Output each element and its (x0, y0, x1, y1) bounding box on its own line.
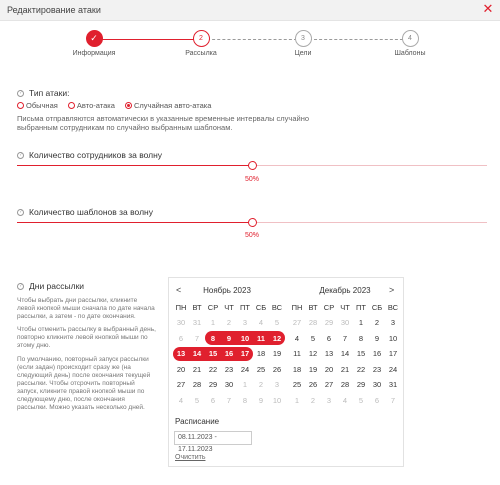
chevron-right-icon[interactable]: > (389, 285, 395, 295)
attack-type-description: Письма отправляются автоматически в указанные временные интервалы случайно выбранным сотрудникам по случайно выбранным шаблонам. (17, 114, 310, 132)
calendar-day[interactable]: 1 (294, 395, 300, 405)
weekday-header: ВС (271, 303, 283, 312)
step-label: Информация (72, 50, 116, 57)
weekday-header: СБ (255, 303, 267, 312)
calendar-day[interactable]: 23 (224, 364, 234, 374)
radio-checked-icon (125, 102, 132, 109)
attack-type-heading (17, 88, 69, 98)
days-help-text: Чтобы отменить рассылку в выбранный день, повторно кликните левой кнопкой мыши по этому дню. (17, 326, 156, 349)
calendar-day[interactable]: 22 (356, 364, 366, 374)
calendar-day[interactable]: 2 (374, 318, 380, 327)
calendar-day[interactable]: 28 (308, 318, 318, 327)
weekday-header: СБ (371, 303, 383, 312)
calendar-day[interactable]: 1 (358, 318, 364, 327)
weekday-header: ВТ (192, 303, 202, 312)
calendar-day[interactable]: 28 (192, 380, 202, 389)
slider-thumb[interactable] (248, 161, 257, 170)
calendar-day[interactable]: 14 (340, 349, 350, 358)
weekday-header: СР (323, 303, 335, 312)
calendar-day[interactable]: 5 (358, 395, 364, 405)
calendar-day-selected[interactable]: 17 (240, 349, 250, 358)
calendar-day[interactable]: 7 (342, 333, 348, 343)
weekday-header: ПТ (356, 303, 366, 312)
calendar-day-selected[interactable]: 16 (224, 349, 234, 358)
chevron-left-icon[interactable]: < (176, 285, 182, 295)
attack-type-options (17, 101, 219, 110)
calendar-day[interactable]: 31 (388, 380, 398, 389)
calendar-day[interactable]: 6 (374, 395, 380, 405)
calendar-day[interactable]: 19 (272, 349, 282, 358)
calendar-day[interactable]: 30 (372, 380, 382, 389)
calendar-day[interactable]: 4 (342, 395, 348, 405)
radio-label: Обычная (26, 101, 58, 110)
calendar-day[interactable]: 11 (293, 349, 301, 358)
calendar-day[interactable]: 30 (224, 380, 234, 389)
step-targets[interactable] (273, 30, 333, 57)
calendar-day[interactable]: 7 (194, 333, 200, 343)
employees-slider[interactable] (17, 161, 487, 171)
calendar-day[interactable]: 28 (340, 380, 350, 389)
calendar-day[interactable]: 4 (294, 333, 300, 343)
weekday-header: ЧТ (340, 303, 350, 312)
templates-slider-heading (17, 207, 153, 217)
calendar-day[interactable]: 16 (372, 349, 382, 358)
employees-slider-heading (17, 150, 162, 160)
step-info[interactable] (64, 30, 124, 57)
calendar-day-selected[interactable]: 8 (210, 333, 216, 343)
schedule-label: Расписание (175, 417, 220, 426)
calendar-day[interactable]: 8 (242, 395, 248, 405)
calendar-day[interactable]: 15 (356, 349, 366, 358)
days-help-text: Чтобы выбрать дни рассылки, кликните левой кнопкой мыши сначала по дате начала рассылки, а затем - по дате окончания. (17, 297, 155, 320)
calendar-day[interactable]: 9 (258, 395, 264, 405)
calendar-day[interactable]: 3 (274, 380, 280, 389)
calendar-day[interactable]: 3 (390, 318, 396, 327)
wizard-stepper (0, 30, 500, 60)
days-title: Дни рассылки (29, 281, 85, 291)
weekday-header: ЧТ (224, 303, 234, 312)
calendar-day[interactable]: 6 (210, 395, 216, 405)
calendar-day[interactable]: 4 (178, 395, 184, 405)
calendar-day[interactable]: 24 (240, 364, 250, 374)
radio-label: Авто-атака (76, 101, 115, 110)
step-label: Рассылка (185, 50, 217, 57)
calendar-day-selected[interactable]: 14 (192, 349, 202, 358)
calendar-day[interactable]: 5 (310, 333, 316, 343)
calendar-day[interactable]: 7 (226, 395, 232, 405)
calendar-day[interactable]: 26 (308, 380, 318, 389)
month-title: Декабрь 2023 (319, 286, 371, 295)
calendar-day[interactable]: 27 (176, 380, 186, 389)
slider-fill (17, 165, 252, 166)
calendar-day[interactable]: 1 (242, 380, 248, 389)
calendar-day[interactable]: 30 (176, 318, 186, 327)
help-icon[interactable]: ? (17, 283, 24, 290)
calendar-day[interactable]: 20 (324, 364, 334, 374)
templates-slider-value: 50% (244, 232, 259, 239)
calendar-day[interactable]: 18 (292, 364, 302, 374)
calendar-day-selected[interactable]: 9 (226, 333, 232, 343)
close-icon[interactable]: ✕ (482, 1, 494, 16)
calendar-day[interactable]: 27 (292, 318, 302, 327)
step-number: 4 (402, 30, 419, 47)
weekday-header: СР (207, 303, 219, 312)
calendar-day[interactable]: 18 (256, 349, 266, 358)
calendar-day[interactable]: 17 (388, 349, 398, 358)
month-title: Ноябрь 2023 (203, 286, 251, 295)
calendar-day-selected[interactable]: 13 (176, 349, 186, 358)
calendar-day[interactable]: 1 (210, 318, 216, 327)
calendar-day[interactable]: 10 (272, 395, 282, 405)
radio-regular[interactable] (17, 101, 58, 110)
calendar-day[interactable]: 26 (272, 364, 282, 374)
modal-header (0, 0, 500, 21)
calendar-day[interactable]: 13 (324, 349, 334, 358)
employees-slider-title: Количество сотрудников за волну (29, 150, 163, 160)
calendar-day[interactable]: 31 (192, 318, 202, 327)
calendar-day[interactable]: 19 (308, 364, 318, 374)
calendar-day[interactable]: 10 (388, 333, 398, 343)
calendar-day-selected[interactable]: 12 (272, 333, 282, 343)
calendar-day[interactable]: 3 (242, 318, 248, 327)
slider-thumb[interactable] (248, 218, 257, 227)
radio-auto[interactable] (68, 101, 115, 110)
calendar-day[interactable]: 12 (308, 349, 318, 358)
calendar-day[interactable]: 24 (388, 364, 398, 374)
calendar-day[interactable]: 21 (340, 364, 350, 374)
calendar-day-selected[interactable]: 11 (257, 333, 265, 343)
calendar-day[interactable]: 29 (208, 380, 218, 389)
templates-slider-title: Количество шаблонов за волну (29, 207, 153, 217)
step-label: Шаблоны (394, 50, 426, 57)
calendar-day[interactable]: 2 (258, 380, 264, 389)
calendar-day[interactable]: 22 (208, 364, 218, 374)
step-label: Цели (294, 50, 312, 57)
days-heading (17, 281, 84, 291)
help-icon[interactable]: ? (17, 209, 24, 216)
help-icon[interactable]: ? (17, 152, 24, 159)
slider-fill (17, 222, 252, 223)
days-help-text: По умолчанию, повторный запуск рассылки (если задан) происходит сразу же (на следующий день) после окончания текущей рассылки. Чтобы отсрочить повторный запуск, кликните правой кнопкой мыши по следующему дню, после окончания рассылки. Можно указать несколько дней. (17, 356, 151, 411)
calendar-day[interactable]: 3 (326, 395, 332, 405)
calendar-day[interactable]: 9 (374, 333, 380, 343)
calendar-day-selected[interactable]: 10 (240, 333, 250, 343)
calendar-day-selected[interactable]: 15 (208, 349, 218, 358)
date-range-calendar (168, 277, 404, 467)
weekday-header: ВС (387, 303, 399, 312)
calendar-day[interactable]: 25 (292, 380, 302, 389)
attack-type-title: Тип атаки: (29, 88, 70, 98)
calendar-day[interactable]: 7 (390, 395, 396, 405)
step-templates[interactable] (380, 30, 440, 57)
calendar-day[interactable]: 2 (310, 395, 316, 405)
modal-title: Редактирование атаки (7, 5, 101, 15)
calendar-day[interactable]: 5 (194, 395, 200, 405)
radio-icon (68, 102, 75, 109)
calendar-day[interactable]: 29 (356, 380, 366, 389)
step-number: 2 (193, 30, 210, 47)
calendar-day[interactable]: 2 (226, 318, 232, 327)
weekday-header: ВТ (308, 303, 318, 312)
radio-random-auto[interactable] (125, 101, 211, 110)
calendar-day[interactable]: 27 (324, 380, 334, 389)
calendar-day[interactable]: 29 (324, 318, 334, 327)
calendar-day[interactable]: 4 (258, 318, 264, 327)
clear-link[interactable]: Очистить (175, 454, 206, 461)
radio-icon (17, 102, 24, 109)
templates-slider[interactable] (17, 218, 487, 228)
schedule-range-input[interactable]: 08.11.2023 - 17.11.2023 (174, 431, 252, 445)
calendar-day[interactable]: 6 (326, 333, 332, 343)
weekday-header: ПН (291, 303, 303, 312)
calendar-day[interactable]: 21 (192, 364, 202, 374)
step-number: 3 (295, 30, 312, 47)
calendar-day[interactable]: 5 (274, 318, 280, 327)
calendar-day[interactable]: 30 (340, 318, 350, 327)
weekday-header: ПН (175, 303, 187, 312)
radio-label: Случайная авто-атака (134, 101, 212, 110)
step-mailing[interactable] (171, 30, 231, 57)
calendar-day[interactable]: 20 (176, 364, 186, 374)
calendar-day[interactable]: 25 (256, 364, 266, 374)
weekday-header: ПТ (240, 303, 250, 312)
employees-slider-value: 50% (244, 176, 259, 183)
check-icon: ✓ (86, 30, 103, 47)
calendar-day[interactable]: 8 (358, 333, 364, 343)
calendar-day[interactable]: 6 (178, 333, 184, 343)
help-icon[interactable]: ? (17, 90, 24, 97)
calendar-day[interactable]: 23 (372, 364, 382, 374)
